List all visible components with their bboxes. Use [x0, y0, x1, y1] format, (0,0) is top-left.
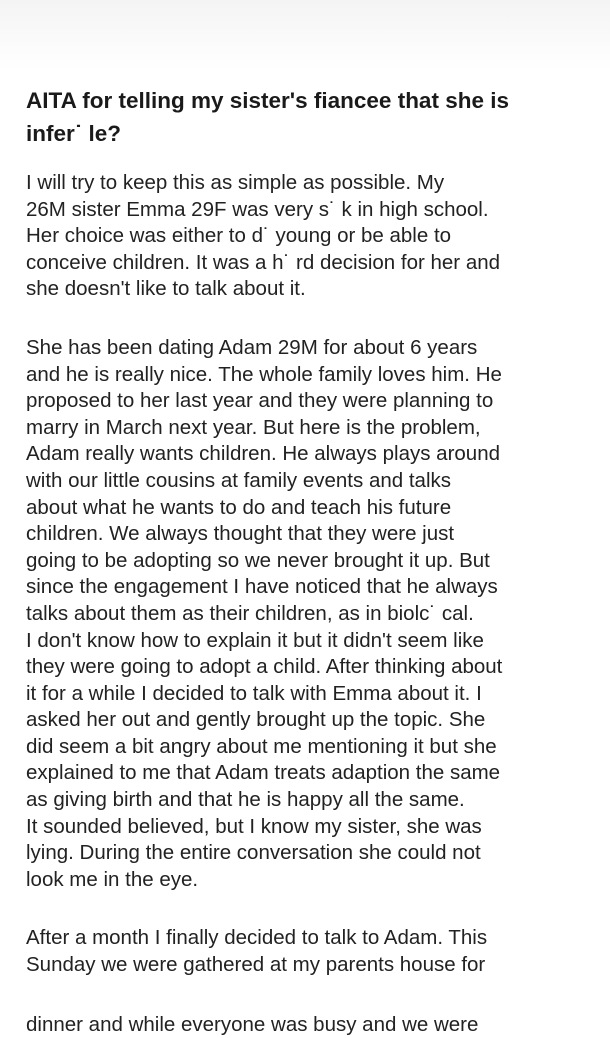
text-line: lying. During the entire conversation she could not [26, 841, 481, 865]
text-line: I will try to keep this as simple as possible. My [26, 171, 445, 194]
text-line: going to be adopting so we never brought it up. But [26, 548, 490, 572]
text-line: she doesn't like to talk about it. [26, 277, 306, 301]
text-line: look me in the eye. [26, 867, 199, 891]
text-line: Adam really wants children. He always plays around [26, 442, 501, 466]
text-line: with our little cousins at family events and talks [26, 468, 451, 492]
text-line: and he is really nice. The whole family loves him. He [26, 362, 502, 386]
reddit-post [26, 84, 586, 1011]
text-line: asked her out and gently brought up the topic. She [26, 708, 486, 732]
text-line: I don't know how to explain it but it didn't seem like [26, 628, 484, 652]
text-line: conceive children. It was a h˙ rd decision for her and [26, 250, 501, 274]
text-line: marry in March next year. But here is the problem, [26, 415, 481, 439]
text-line: it for a while I decided to talk with Emma about it. I [26, 681, 482, 705]
text-line: It sounded believed, but I know my sister, she was [26, 814, 482, 838]
text-line: did seem a bit angry about me mentioning it but she [26, 734, 497, 758]
text-line: Sunday we were gathered at my parents house for [26, 953, 486, 977]
text-line: talks about them as their children, as in biolc˙ cal. [26, 601, 474, 625]
post-title-line: infer˙ le? [26, 121, 122, 146]
text-line: 26M sister Emma 29F was very s˙ k in high school. [26, 197, 489, 221]
text-line: explained to me that Adam treats adaption the same [26, 761, 501, 785]
text-line: She has been dating Adam 29M for about 6 years [26, 335, 478, 359]
text-line: Her choice was either to d˙ young or be able to [26, 224, 452, 248]
text-line: proposed to her last year and they were planning to [26, 389, 494, 413]
text-line: After a month I finally decided to talk to Adam. This [26, 926, 488, 950]
cut-off-text-line: dinner and while everyone was busy and we were [26, 1013, 479, 1036]
post-paragraph-2 [26, 335, 586, 893]
text-line: as giving birth and that he is happy all the same. [26, 788, 465, 812]
post-paragraph-3 [26, 925, 586, 978]
text-line: since the engagement I have noticed that he always [26, 575, 498, 599]
post-paragraph-1 [26, 170, 586, 303]
text-line: about what he wants to do and teach his future [26, 495, 452, 519]
post-title-line: AITA for telling my sister's fiancee that she is [26, 88, 509, 113]
top-fade [0, 0, 610, 70]
text-line: they were going to adopt a child. After thinking about [26, 655, 503, 679]
text-line: children. We always thought that they were just [26, 522, 455, 546]
post-title [26, 84, 586, 150]
